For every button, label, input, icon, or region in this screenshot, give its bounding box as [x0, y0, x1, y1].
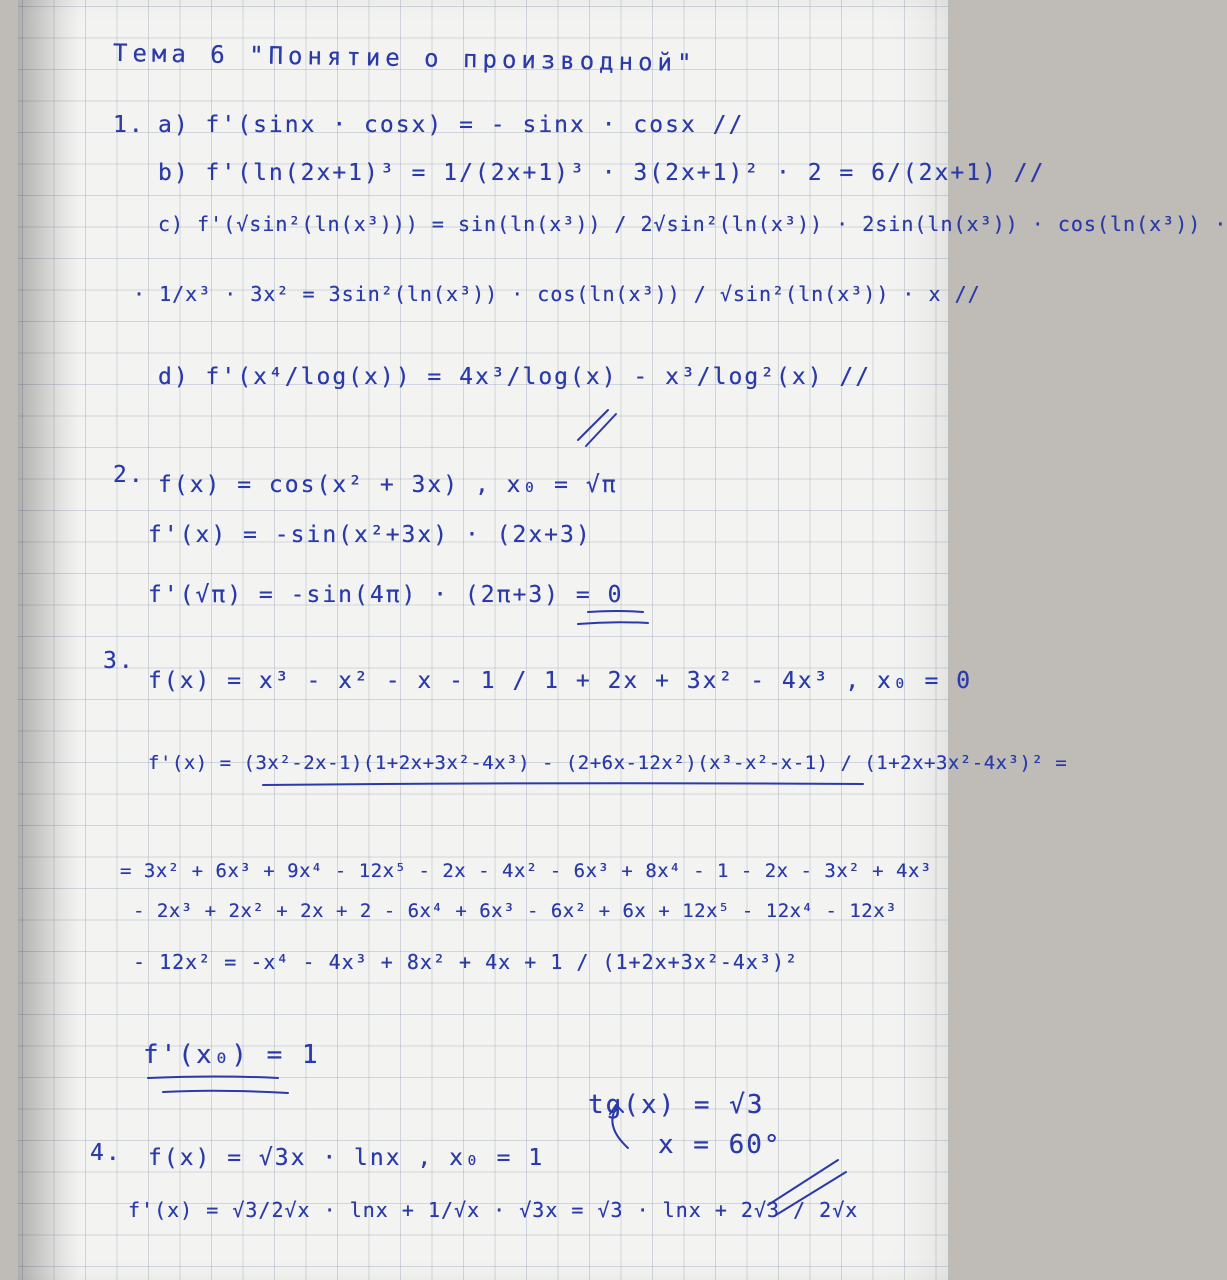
answer-underline-task2	[578, 611, 648, 624]
task3-line3: = 3x² + 6x³ + 9x⁴ - 12x⁵ - 2x - 4x² - 6x³ + 8x⁴ - 1 - 2x - 3x² + 4x³	[120, 860, 932, 882]
task2-line3: f'(√π) = -sin(4π) · (2π+3) = 0	[148, 582, 624, 608]
task4-side-note-angle: x = 60°	[658, 1130, 782, 1160]
task3-number: 3.	[103, 648, 135, 674]
notebook-page	[18, 0, 1227, 1280]
task3-line5: - 12x² = -x⁴ - 4x³ + 8x² + 4x + 1 / (1+2x+3x²-4x³)²	[133, 950, 799, 974]
answer-underline-task3	[148, 1077, 288, 1094]
task3-result: f'(x₀) = 1	[143, 1040, 320, 1070]
task2-number: 2.	[113, 462, 145, 488]
task3-line2: f'(x) = (3x²-2x-1)(1+2x+3x²-4x³) - (2+6x-12x²)(x³-x²-x-1) / (1+2x+3x²-4x³)² =	[148, 752, 1068, 774]
checkmarks	[578, 410, 846, 1215]
task4-number: 4.	[90, 1140, 122, 1166]
task3-line4: - 2x³ + 2x² + 2x + 2 - 6x⁴ + 6x³ - 6x² + 6x + 12x⁵ - 12x⁴ - 12x³	[133, 900, 898, 922]
task4-line2: f'(x) = √3/2√x · lnx + 1/√x · √3x = √3 · lnx + 2√3 / 2√x	[128, 1198, 859, 1222]
page-title: Тема 6 "Понятие о производной"	[112, 38, 697, 78]
task2-line1: f(x) = cos(x² + 3x) , x₀ = √π	[158, 472, 618, 498]
task3-line1: f(x) = x³ - x² - x - 1 / 1 + 2x + 3x² - 4x³ , x₀ = 0	[148, 668, 973, 694]
task2-line2: f'(x) = -sin(x²+3x) · (2x+3)	[148, 522, 592, 548]
task4-line1: f(x) = √3x · lnx , x₀ = 1	[148, 1145, 545, 1171]
fraction-bar-task3	[263, 783, 863, 785]
task1-d: d) f'(x⁴/log(x)) = 4x³/log(x) - x³/log²(x) //	[158, 364, 872, 390]
task1-number: 1.	[113, 112, 145, 138]
task1-b: b) f'(ln(2x+1)³ = 1/(2x+1)³ · 3(2x+1)² · 2 = 6/(2x+1) //	[158, 160, 1046, 186]
task1-c-line1: c) f'(√sin²(ln(x³))) = sin(ln(x³)) / 2√sin²(ln(x³)) · 2sin(ln(x³)) · cos(ln(x³)) ·	[158, 212, 1227, 236]
task1-c-line2: · 1/x³ · 3x² = 3sin²(ln(x³)) · cos(ln(x³)) / √sin²(ln(x³)) · x //	[133, 282, 981, 306]
arrow-task4	[610, 1105, 628, 1148]
task1-a: a) f'(sinx · cosx) = - sinx · cosx //	[158, 112, 745, 138]
task4-side-note-tg: tg(x) = √3	[588, 1090, 765, 1120]
handwriting-strokes	[18, 0, 948, 1280]
